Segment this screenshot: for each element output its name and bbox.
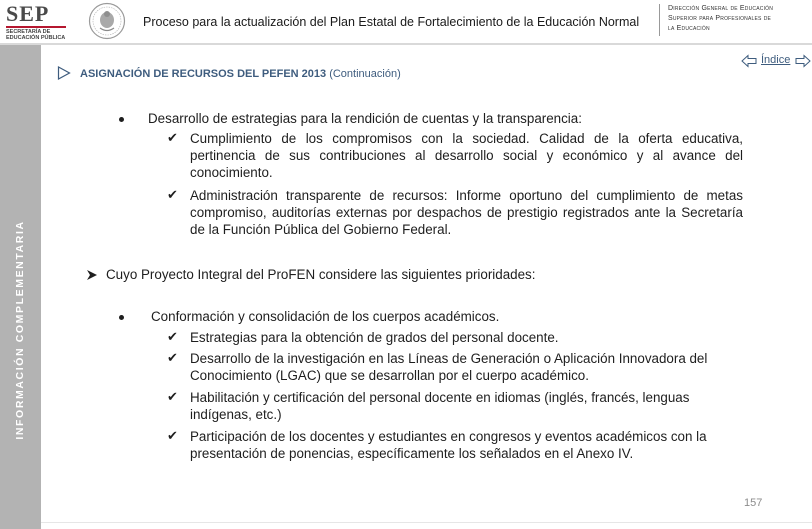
check-icon: ✔ [167,429,178,444]
bullet-dot [119,117,124,122]
directorate-line-3: la Educación [668,25,710,32]
section-title-suffix: (Continuación) [329,68,401,80]
directorate-line-2: Superior para Profesionales de [668,15,772,22]
check-icon: ✔ [167,188,178,203]
list-item: Administración transparente de recursos: Informe oportuno del cumplimiento de metas compromiso, auditorías externas por despachos de prestigio registrados ante la Secretaría de la Función Pública del Gobierno Federal. [190,188,743,237]
list-item: Desarrollo de la investigación en las Líneas de Generación o Aplicación Innovadora del Conocimiento (LGAC) que se desarrollan por el cuerpo académico. [190,351,708,383]
check-icon: ✔ [167,390,178,405]
sep-logo-text: SEP [6,1,50,26]
directorate-line-1: Dirección General de Educación [668,5,774,12]
bullet-accountability: Desarrollo de estrategias para la rendición de cuentas y la transparencia: [148,111,582,126]
sidebar-label: INFORMACIÓN COMPLEMENTARIA [14,220,26,440]
list-item: Estrategias para la obtención de grados del personal docente. [190,330,559,345]
header-title: Proceso para la actualización del Plan Estatal de Fortalecimiento de la Educación Normal [143,15,640,29]
check-icon: ✔ [167,351,178,366]
check-icon: ✔ [167,131,178,146]
list-item: Habilitación y certificación del personal docente en idiomas (inglés, francés, lenguas indígenas, etc.) [190,390,690,422]
bullet-dot [119,315,124,320]
page-number: 157 [744,497,763,509]
index-link[interactable]: Índice [761,54,791,66]
arrowhead-bullet-icon [86,269,98,281]
list-item: Participación de los docentes y estudiantes en congresos y eventos académicos con la presentación de ponencias, específicamente los señalados en el Anexo IV. [190,429,707,461]
sep-logo-subtitle: SECRETARÍA DE EDUCACIÓN PÚBLICA [6,29,66,41]
bullet-academic-bodies: Conformación y consolidación de los cuerpos académicos. [151,309,500,324]
list-item: Cumplimiento de los compromisos con la sociedad. Calidad de la oferta educativa, pertinencia de sus contribuciones al desarrollo social y económico y al avance del conocimiento. [190,131,743,180]
check-icon: ✔ [167,330,178,345]
bottom-rule [41,522,812,523]
section-title-main: ASIGNACIÓN DE RECURSOS DEL PEFEN 2013 [80,68,327,80]
priorities-item: Cuyo Proyecto Integral del ProFEN considere las siguientes prioridades: [106,267,536,282]
